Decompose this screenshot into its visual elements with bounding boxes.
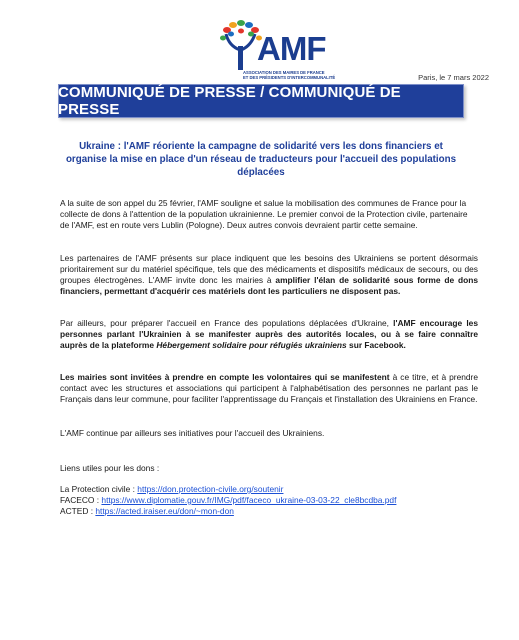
paragraph-3-bold: l'AMF encourage les personnes parlant l'Ukrainien à se manifester auprès des autorités locales, ou à se faire connaître auprès de la plateforme — [60, 318, 478, 350]
paragraph-4 — [60, 372, 478, 405]
amf-logo — [219, 20, 341, 84]
link-protection-civile[interactable]: https://don.protection-civile.org/soutenir — [137, 484, 284, 494]
link-label: FACECO : — [60, 494, 102, 505]
paragraph-3-bold-end: sur Facebook. — [346, 339, 406, 350]
paragraph-3-text: Par ailleurs, pour préparer l'accueil en France des populations déplacées d'Ukraine, — [60, 318, 394, 328]
link-faceco[interactable]: https://www.diplomatie.gouv.fr/IMG/pdf/faceco_ukraine-03-03-22_cle8bcdba.pdf — [101, 494, 397, 505]
link-row-acted — [60, 506, 478, 517]
links-list — [60, 484, 478, 517]
link-row-protection-civile — [60, 484, 478, 495]
logo-tagline — [243, 70, 343, 80]
paragraph-3-platform: Hébergement solidaire pour réfugiés ukrainiens — [156, 339, 347, 350]
logo-wordmark: AMF — [257, 30, 326, 67]
paragraph-4-text: à ce titre, et à prendre contact avec les structures et associations qui participent à l'alphabétisation des personnes ne parlant pas le Français dans leur commune, pour faciliter l'apprentissage du Français et l'installation des Ukrainiens en France. — [60, 372, 479, 404]
paragraph-5: L'AMF continue par ailleurs ses initiatives pour l'accueil des Ukrainiens. — [60, 428, 325, 438]
paragraph-2 — [60, 253, 478, 297]
paragraph-4-bold: Les mairies sont invitées à prendre en compte les volontaires qui se manifestent — [60, 372, 390, 382]
link-acted[interactable]: https://acted.iraiser.eu/don/~mon-don — [95, 505, 234, 516]
paragraph-2-bold: amplifier l'élan de solidarité sous forme de dons financiers, permettant d'acquérir ces matériels dont les particuliers ne disposent pas. — [60, 274, 478, 296]
logo-tagline-line2: ET DES PRÉSIDENTS D'INTERCOMMUNALITÉ — [243, 75, 336, 80]
press-release-banner — [58, 84, 464, 118]
links-intro: Liens utiles pour les dons : — [60, 463, 160, 473]
logo-tagline-line1: ASSOCIATION DES MAIRES DE FRANCE — [243, 70, 325, 75]
link-label: La Protection civile : — [60, 484, 138, 494]
headline: Ukraine : l'AMF réoriente la campagne de solidarité vers les dons financiers et organise la mise en place d'un réseau de traducteurs pour l'accueil des populations déplacées — [65, 141, 457, 178]
dateline: Paris, le 7 mars 2022 — [418, 73, 489, 82]
banner-title: COMMUNIQUÉ DE PRESSE / COMMUNIQUÉ DE PRESSE — [58, 84, 401, 118]
paragraph-1: A la suite de son appel du 25 février, l'AMF souligne et salue la mobilisation des communes de France pour la collecte de dons à l'attention de la population ukrainienne. Le premier convoi de la Protection civile, partenaire de l'AMF, est en route vers Lublin (Pologne). Deux autres convois devraient partir cette semaine. — [60, 198, 468, 230]
paragraph-2-text: Les partenaires de l'AMF présents sur place indiquent que les besoins des Ukrainiens se portent désormais prioritairement sur du matériel spécifique, tels que des médicaments et dispositifs médicaux de secours, ou des groupes électrogènes. L'AMF invite donc les mairies à — [60, 253, 478, 285]
link-row-faceco — [60, 495, 478, 506]
paragraph-3 — [60, 318, 478, 351]
link-label: ACTED : — [60, 505, 96, 516]
